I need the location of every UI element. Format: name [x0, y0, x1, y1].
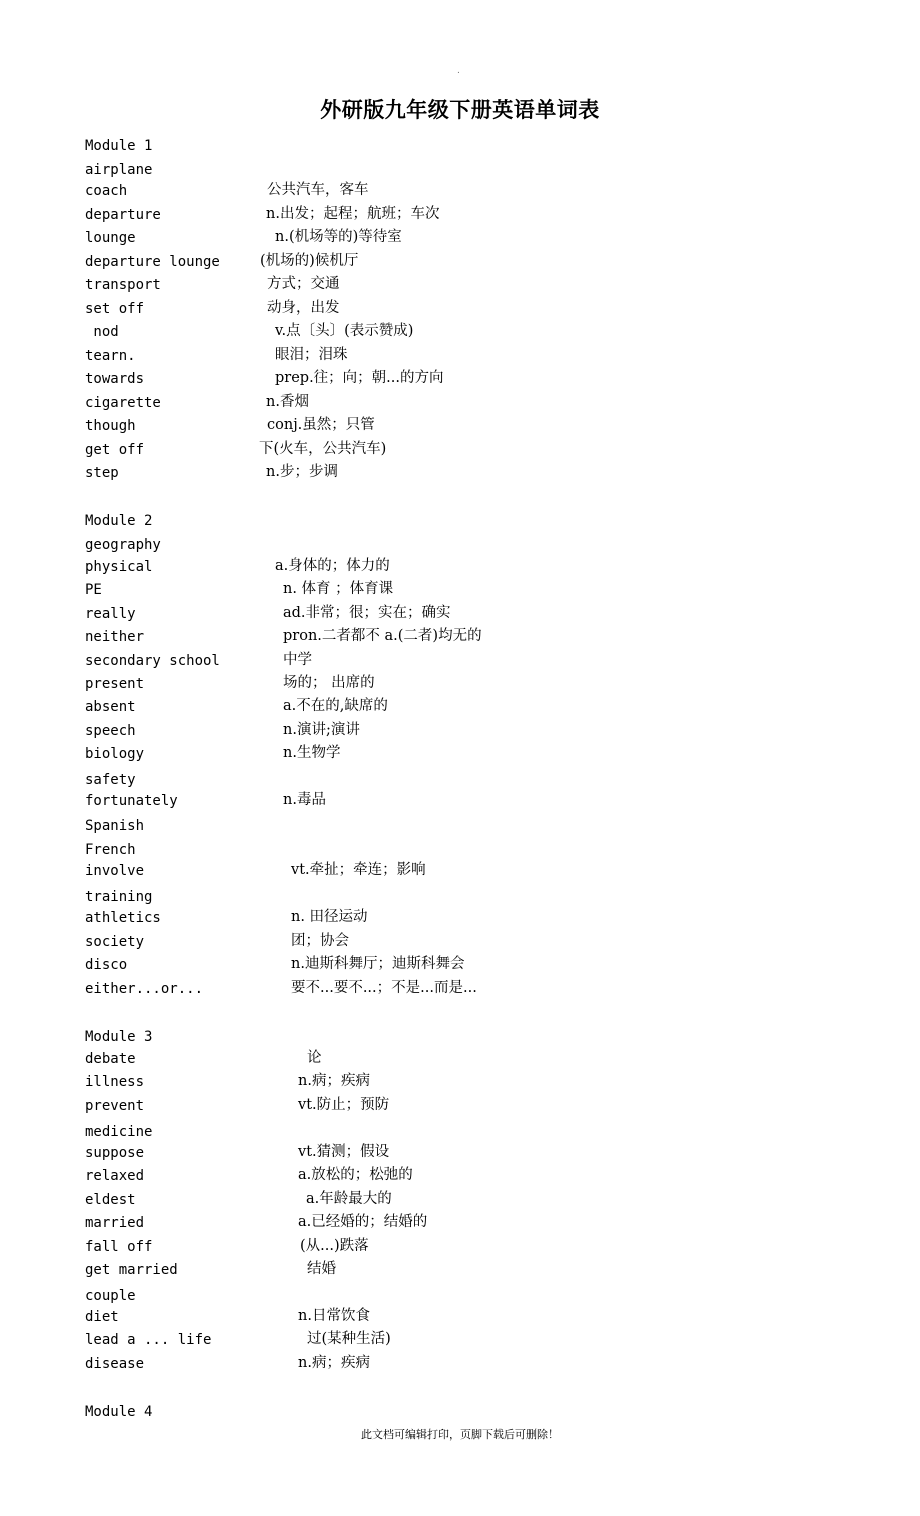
vocab-meaning: 公共汽车，客车 [267, 182, 369, 198]
vocab-word: diet [85, 1309, 119, 1325]
module-heading: Module 1 [85, 138, 153, 154]
vocab-meaning: conj.虽然；只管 [267, 417, 375, 433]
vocab-word: step [85, 465, 119, 481]
vocab-word: society [85, 934, 145, 950]
vocab-word: airplane [85, 162, 153, 178]
module-heading: Module 3 [85, 1029, 153, 1045]
vocab-meaning: n. 体育 ；体育课 [283, 581, 394, 597]
vocab-meaning: n.日常饮食 [298, 1308, 370, 1324]
vocab-word: couple [85, 1288, 136, 1304]
vocab-word: illness [85, 1074, 145, 1090]
vocab-meaning: 要不...要不...；不是...而是... [291, 980, 477, 996]
vocab-word: fortunately [85, 793, 178, 809]
vocab-word: safety [85, 772, 136, 788]
vocab-word: secondary school [85, 653, 220, 669]
header-dot: . [457, 66, 460, 76]
vocab-word: coach [85, 183, 128, 199]
vocab-word: Spanish [85, 818, 145, 834]
vocab-meaning: vt.防止；预防 [298, 1097, 390, 1113]
vocab-meaning: 下(火车，公共汽车) [259, 441, 387, 457]
vocab-meaning: n.出发；起程；航班；车次 [266, 206, 440, 222]
vocab-meaning: (从...)跌落 [300, 1238, 369, 1254]
vocab-meaning: a.身体的；体力的 [275, 558, 390, 574]
vocab-word: involve [85, 863, 145, 879]
vocab-meaning: n.(机场等的)等待室 [275, 229, 402, 245]
vocab-word: married [85, 1215, 145, 1231]
vocab-meaning: v.点〔头〕(表示赞成) [275, 323, 414, 339]
vocab-word: though [85, 418, 136, 434]
vocab-meaning: n.病；疾病 [298, 1073, 370, 1089]
vocab-word: biology [85, 746, 145, 762]
vocab-meaning: 过(某种生活) [307, 1331, 391, 1347]
vocab-word: eldest [85, 1192, 136, 1208]
vocab-meaning: n.生物学 [283, 745, 341, 761]
vocab-word: present [85, 676, 145, 692]
vocab-word: suppose [85, 1145, 145, 1161]
vocab-meaning: vt.猜测；假设 [298, 1144, 390, 1160]
vocab-meaning: n.病；疾病 [298, 1355, 370, 1371]
vocab-word: debate [85, 1051, 136, 1067]
vocab-word: transport [85, 277, 161, 293]
module-heading: Module 2 [85, 513, 153, 529]
vocab-meaning: n.毒品 [283, 792, 326, 808]
vocab-word: PE [85, 582, 102, 598]
vocab-word: athletics [85, 910, 161, 926]
vocab-meaning: 眼泪；泪珠 [275, 347, 348, 363]
vocab-word: disco [85, 957, 128, 973]
vocab-word: physical [85, 559, 153, 575]
vocab-word: lounge [85, 230, 136, 246]
vocab-meaning: n.步；步调 [266, 464, 338, 480]
vocab-meaning: n.演讲;演讲 [283, 722, 360, 738]
vocab-meaning: n.迪斯科舞厅；迪斯科舞会 [291, 956, 465, 972]
vocab-meaning: (机场的)候机厅 [260, 253, 359, 269]
vocab-meaning: a.不在的,缺席的 [283, 698, 388, 714]
module-heading: Module 4 [85, 1404, 153, 1420]
vocab-word: prevent [85, 1098, 145, 1114]
vocab-word: relaxed [85, 1168, 145, 1184]
vocab-word: nod [85, 324, 119, 340]
vocab-meaning: pron.二者都不 a.(二者)均无的 [283, 628, 482, 644]
vocab-word: absent [85, 699, 136, 715]
vocab-meaning: 方式；交通 [267, 276, 340, 292]
vocab-word: neither [85, 629, 145, 645]
vocab-word: disease [85, 1356, 145, 1372]
vocab-meaning: ad.非常；很；实在；确实 [283, 605, 451, 621]
vocab-word: tearn. [85, 348, 136, 364]
vocab-meaning: a.已经婚的；结婚的 [298, 1214, 428, 1230]
vocab-meaning: n. 田径运动 [291, 909, 368, 925]
vocab-meaning: prep.往；向；朝...的方向 [275, 370, 444, 386]
vocab-meaning: 论 [307, 1050, 322, 1066]
vocab-word: speech [85, 723, 136, 739]
vocab-word: medicine [85, 1124, 153, 1140]
vocab-meaning: 结婚 [307, 1261, 336, 1277]
vocab-word: really [85, 606, 136, 622]
vocab-meaning: 中学 [283, 652, 312, 668]
vocab-word: lead a ... life [85, 1332, 212, 1348]
vocab-meaning: 场的； 出席的 [283, 675, 375, 691]
vocab-word: get married [85, 1262, 178, 1278]
vocab-word: towards [85, 371, 145, 387]
page-footer: 此文档可编辑打印，页脚下载后可删除！ [361, 1428, 559, 1441]
vocab-word: departure lounge [85, 254, 220, 270]
vocab-meaning: a.放松的；松弛的 [298, 1167, 413, 1183]
vocab-word: get off [85, 442, 145, 458]
vocab-word: either...or... [85, 981, 204, 997]
vocab-word: cigarette [85, 395, 161, 411]
page-title: 外研版九年级下册英语单词表 [320, 97, 600, 122]
vocab-meaning: n.香烟 [266, 394, 309, 410]
vocab-word: departure [85, 207, 161, 223]
vocab-word: fall off [85, 1239, 153, 1255]
vocab-meaning: a.年龄最大的 [306, 1191, 392, 1207]
vocab-meaning: 团；协会 [291, 933, 349, 949]
vocab-meaning: 动身，出发 [267, 300, 340, 316]
vocab-word: French [85, 842, 136, 858]
vocab-meaning: vt.牵扯；牵连；影响 [291, 862, 426, 878]
vocab-word: geography [85, 537, 161, 553]
vocab-word: training [85, 889, 153, 905]
vocab-word: set off [85, 301, 145, 317]
